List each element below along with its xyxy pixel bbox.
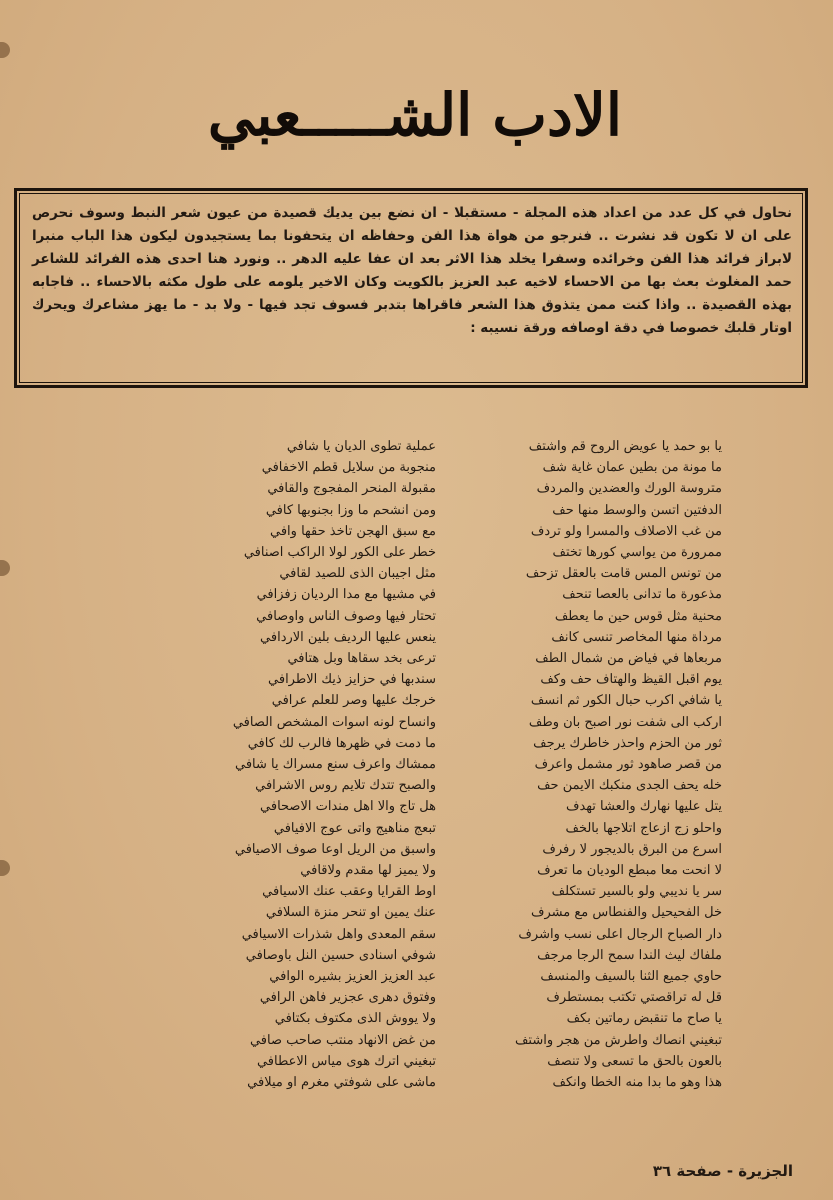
poem-verse: سر يا نديبي ولو بالسير تستكلف xyxy=(551,884,722,900)
poem-verse: ولا يميز لها مقدم ولاقافي xyxy=(300,863,436,879)
poem-verse: خل الفحيحيل والفنطاس مع مشرف xyxy=(531,905,722,921)
poem-verse: تبعج مناهيج واتى عوج الافيافي xyxy=(273,820,436,836)
poem-verse: بالعون بالحق ما تسعى ولا تنصف xyxy=(547,1053,722,1069)
poem-verse: سقم المعدى واهل شذرات الاسيافي xyxy=(241,926,436,942)
poem-verse: يا صاح ما تنقبض رماتين بكف xyxy=(566,1011,722,1027)
poem-verse: ينعس عليها الرديف بلين الاردافي xyxy=(260,629,436,645)
poem-verse: محنية مثل قوس حين ما يعطف xyxy=(554,608,722,624)
poem-verse: خله يحف الجدى منكبك الايمن حف xyxy=(537,778,722,794)
poem-column-left xyxy=(146,436,436,1093)
poem-verse: ولا يووش الذى مكتوف بكتافي xyxy=(274,1011,436,1027)
poem-verse: من غض الانهاد منتب صاحب صافي xyxy=(249,1032,436,1048)
page-title-block xyxy=(150,70,680,160)
poem-verse: حاوي جميع الثنا بالسيف والمنسف xyxy=(540,969,722,985)
poem-verse: تبغيني اترك هوى مياس الاعطافي xyxy=(256,1053,436,1069)
poem-verse: قل له تراقصتي تكتب بمستطرف xyxy=(546,990,722,1006)
poem-verse: واحلو زج ازعاج اتلاجها بالخف xyxy=(565,820,722,836)
poem-verse: اوط القرايا وعقب عنك الاسيافي xyxy=(262,884,436,900)
binder-hole xyxy=(0,560,10,576)
poem-verse: خطر على الكور لولا الراكب اصنافي xyxy=(243,545,436,561)
poem-verse: مقبولة المنحر المفجوج والقافي xyxy=(267,481,436,497)
binder-hole xyxy=(0,42,10,58)
poem-verse: ما دمت في ظهرها فالرب لك كافي xyxy=(247,735,436,751)
poem-verse: عملية تطوى الديان يا شافي xyxy=(286,439,436,454)
page-footer: الجزيرة - صفحة ٣٦ xyxy=(652,1162,793,1180)
poem-verse: ملفاك ليث الندا سمح الرجا مرجف xyxy=(537,947,722,963)
poem-verse: تحتار فيها وصوف الناس واوصافي xyxy=(256,608,436,624)
poem-verse: مذعورة ما تدانى بالعصا تنحف xyxy=(562,587,722,603)
poem-verse: ماشى على شوفتي مغرم او ميلافي xyxy=(247,1075,436,1091)
poem-verse: يوم اقبل القيظ والهتاف حف وكف xyxy=(540,672,722,688)
poem-verse: اسرع من البرق بالديجور لا رفرف xyxy=(542,841,722,857)
poem-verse: تبغيني انصاك واطرش من هجر واشتف xyxy=(514,1032,722,1048)
poem-verse: عنك يمين او تنحر منزة السلافي xyxy=(265,905,436,921)
poem-verse: هل تاج والا اهل مندات الاصحافي xyxy=(260,799,436,815)
page-title: الادب الشـــــعبي xyxy=(207,81,623,149)
poem-verse: مربعاها في فياض من شمال الطف xyxy=(535,651,722,667)
poem-verse: متروسة الورك والعضدين والمردف xyxy=(536,481,722,497)
poem-verse: عبد العزيز العزيز بشيره الوافي xyxy=(269,969,436,985)
poem-verse: يا شافي اكرب حبال الكور ثم انسف xyxy=(530,693,722,709)
poem-verse: يتل عليها نهارك والعشا تهدف xyxy=(565,799,722,815)
poem-verse: اركب الى شفت نور اصبح بان وطف xyxy=(528,714,722,730)
poem-verse: مثل اجيبان الذى للصيد لقافي xyxy=(279,566,436,582)
poem-verse: في مشيها مع مدا الرديان زفزافي xyxy=(256,587,436,603)
poem-verse: خرجك عليها وصر للعلم عرافي xyxy=(271,693,436,709)
poem-verse: ممرورة من يواسي كورها تختف xyxy=(552,545,722,561)
poem-verse: ممشاك واعرف سنع مسراك يا شافي xyxy=(235,757,436,773)
poem-verse: والصبح تتدك تلايم روس الاشرافي xyxy=(255,778,436,794)
poem-verse: دار الصباح الرجال اعلى نسب واشرف xyxy=(518,926,722,942)
poem-verse: مرداة منها المخاصر تنسى كانف xyxy=(551,629,722,645)
poem-verse: من قصر صاهود ثور مشمل واعرف xyxy=(534,757,722,773)
poem-verse: من تونس المس قامت بالعقل تزحف xyxy=(525,566,722,582)
poem-verse: ثور من الحزم واحذر خاطرك يرجف xyxy=(533,735,722,751)
poem-verse: ترعى بخد سقاها وبل هتافي xyxy=(287,651,436,667)
poem-verse: يا بو حمد يا عويض الروح قم واشتف xyxy=(528,439,722,454)
poem-verse: الدفتين اتسن والوسط منها حف xyxy=(552,502,722,518)
intro-box xyxy=(14,188,808,388)
poem-verse: هذا وهو ما بدا منه الخطا وانكف xyxy=(552,1075,722,1091)
binder-hole xyxy=(0,860,10,876)
poem-verse: منجوبة من سلايل قطم الاخفافي xyxy=(261,460,436,476)
poem-verse: وانساح لونه اسوات المشخص الصافي xyxy=(232,714,436,730)
poem-verse: وفتوق دهرى عجزير فاهن الرافي xyxy=(259,990,436,1006)
poem-verse: مع سبق الهجن تاخذ حقها وافي xyxy=(270,523,436,539)
poem-verse: من غب الاصلاف والمسرا ولو تردف xyxy=(530,523,722,539)
poem-verse: واسبق من الريل اوعا صوف الاصيافي xyxy=(234,841,436,857)
poem-column-right xyxy=(432,436,722,1093)
poem-verse: شوفي اسنادى حسين النل باوصافي xyxy=(245,947,436,963)
poem-verse: سندبها في حزايز ذيك الاطرافي xyxy=(268,672,436,688)
poem-verse: ما مونة من بطين عمان غاية شف xyxy=(542,460,722,476)
intro-paragraph: نحاول في كل عدد من اعداد هذه المجلة - مستقبلا - ان نضع بين يديك قصيدة من عيون شعر النبط وسوف نحرص على ان لا تكون قد نشرت .. فنرجو من هواة هذا الفن وحفاظه ان يتحفونا بما يستجيدون ليكون هذا الباب منبرا لابراز فرائد هذا الفن وخرائده وسفرا يخلد هذا الاثر بعد ان عفا عليه الدهر .. ونورد هنا احدى هذه الفرائد للشاعر حمد المغلوث بعث بها من الاحساء لاخيه عبد العزيز بالكويت وكان الاخير يلومه على طول مكثه بالاحساء .. فاجابه بهذه القصيدة .. واذا كنت ممن يتذوق هذا الشعر فاقراها بتدبر فسوف تجد فيها - ولا بد - ما يهز مشاعرك ويحرك اوتار قلبك خصوصا في دقة اوصافه ورقة نسيبه : xyxy=(32,205,792,336)
poem-verse: ومن انشحم ما وزا بجنوبها كافي xyxy=(265,502,436,518)
poem-verse: لا انحت معا مبطع الوديان ما تعرف xyxy=(537,863,722,879)
